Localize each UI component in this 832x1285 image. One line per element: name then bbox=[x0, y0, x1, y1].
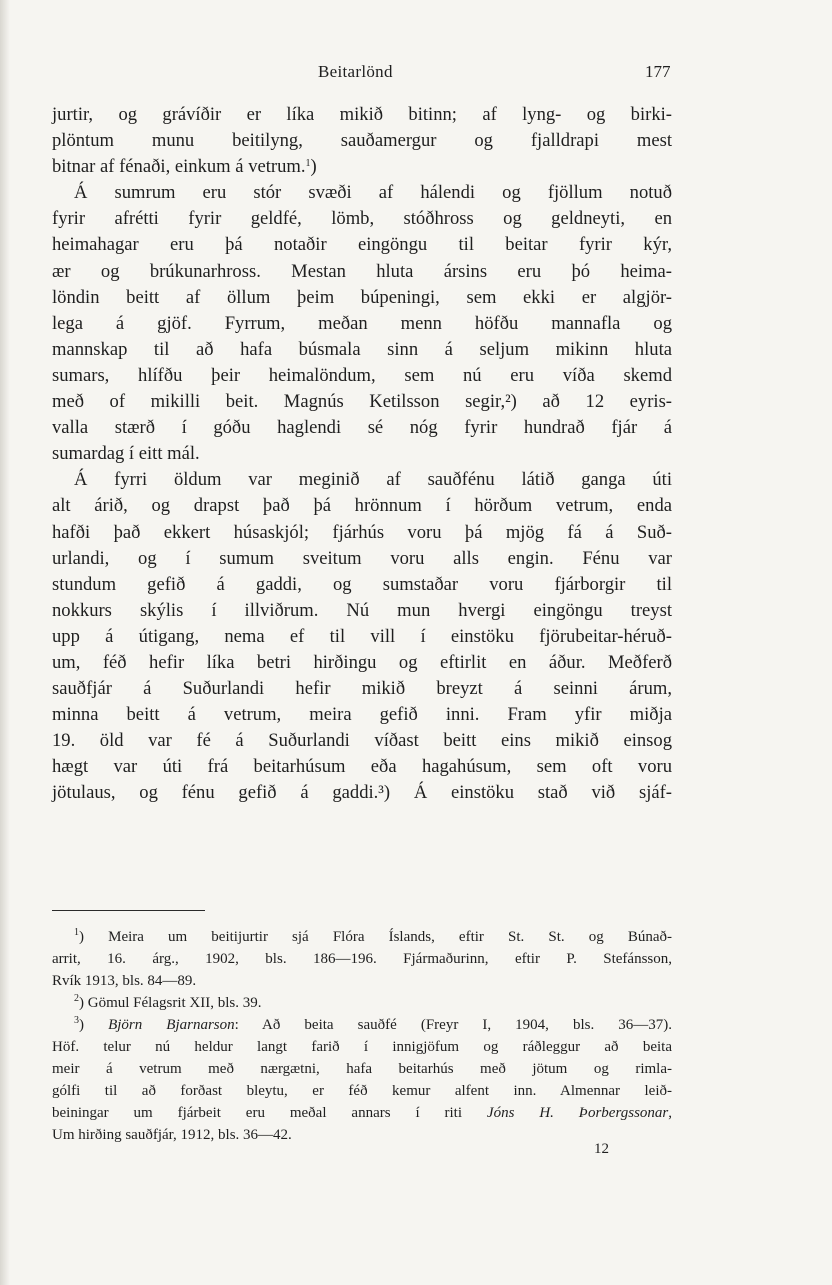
text-line: sumardag í eitt mál. bbox=[52, 443, 200, 465]
text-line-content: bitnar af fénaði, einkum á vetrum. bbox=[52, 156, 306, 178]
footnotes bbox=[52, 926, 672, 1146]
footnote-marker: 3 bbox=[74, 1015, 79, 1026]
footnote-text: Um hirðing sauðfjár, 1912, bls. 36—42. bbox=[52, 1127, 292, 1143]
footnote-1: $^1$) Meira um beitijurtir sjá Flóra Íslands, eftir St. St. og Búnað- bbox=[74, 927, 672, 945]
footnote-cited-author: Jóns H. Þorbergssonar bbox=[486, 1105, 669, 1121]
text-line: mannskap til að hafa búsmala sinn á seljum mikinn hluta bbox=[52, 338, 672, 360]
text-line: sumars, hlífðu þeir heimalöndum, sem nú eru víða skemd bbox=[52, 364, 672, 386]
footnote-text: Höf. telur nú heldur langt farið í innigjöfum og ráðleggur að beita bbox=[52, 1039, 672, 1055]
footnote-text: gólfi til að forðast bleytu, er féð kemur alfent inn. Almennar leið- bbox=[52, 1083, 672, 1099]
footnote-text: beiningar um fjárbeit eru meðal annars í riti bbox=[52, 1105, 487, 1121]
text-line: jurtir, og grávíðir er líka mikið bitinn; af lyng- og birki- bbox=[52, 104, 672, 125]
running-head: Beitarlönd bbox=[318, 62, 393, 81]
footnote-3: $^3$) Björn Bjarnarson: Að beita sauðfé (Freyr I, 1904, bls. 36—37). bbox=[74, 1015, 673, 1033]
text-line: Á fyrri öldum var meginið af sauðfénu látið ganga úti bbox=[74, 469, 672, 491]
text-line: hafði það ekkert húsaskjól; fjárhús voru þá mjög fá á Suð- bbox=[52, 521, 672, 543]
text-line: Á sumrum eru stór svæði af hálendi og fjöllum notuð bbox=[74, 182, 672, 204]
paragraph-2 bbox=[52, 180, 672, 467]
text-line: fyrir afrétti fyrir geldfé, lömb, stóðhross og geldneyti, en bbox=[52, 208, 672, 230]
footnote-line bbox=[52, 1102, 672, 1124]
signature-mark: 12 bbox=[594, 1141, 609, 1157]
text-line: sauðfjár á Suðurlandi hefir mikið breyzt á seinni árum, bbox=[52, 678, 672, 700]
footnote-text: meir á vetrum með nærgætni, hafa beitarhús með jötum og rimla- bbox=[52, 1061, 672, 1077]
text-line: alt árið, og drapst það þá hrönnum í hörðum vetrum, enda bbox=[52, 495, 672, 517]
footnote-text: : Að beita sauðfé (Freyr I, 1904, bls. 36—37). bbox=[234, 1017, 673, 1033]
paragraph-1 bbox=[52, 102, 672, 180]
footnote-rule bbox=[52, 910, 205, 911]
text-line: plöntum munu beitilyng, sauðamergur og fjalldrapi mest bbox=[52, 130, 672, 152]
footnote-author: Björn Bjarnarson bbox=[108, 1017, 235, 1033]
footnote-marker: 2 bbox=[74, 993, 79, 1004]
footnote-2: $^2$) Gömul Félagsrit XII, bls. 39. bbox=[74, 993, 262, 1011]
text-line: hægt var úti frá beitarhúsum eða hagahúsum, sem oft voru bbox=[52, 756, 672, 778]
binding-edge bbox=[0, 0, 10, 1285]
text-line: urlandi, og í sumum sveitum voru alls engin. Fénu var bbox=[52, 547, 672, 569]
footnote-text: arrit, 16. árg., 1902, bls. 186—196. Fjármaðurinn, eftir P. Stefánsson, bbox=[52, 951, 672, 967]
text-line: 19. öld var fé á Suðurlandi víðast beitt eins mikið einsog bbox=[52, 730, 672, 752]
footnote-ref-paren: ) bbox=[310, 156, 317, 178]
text-line: upp á útigang, nema ef til vill í einstöku fjörubeitar-héruð- bbox=[52, 625, 672, 647]
page-number: 177 bbox=[645, 62, 671, 81]
footnote-marker: 1 bbox=[74, 927, 79, 938]
text-line: löndin beitt af öllum þeim búpeningi, sem ekki er algjör- bbox=[52, 286, 672, 308]
body-text bbox=[52, 102, 672, 807]
text-line: heimahagar eru þá notaðir eingöngu til beitar fyrir kýr, bbox=[52, 234, 672, 256]
footnote-text: Meira um beitijurtir sjá Flóra Íslands, eftir St. St. og Búnað- bbox=[108, 929, 672, 945]
text-line bbox=[52, 154, 672, 180]
footnote-ref-1: 1 bbox=[305, 158, 311, 170]
text-line: jötulaus, og fénu gefið á gaddi.³) Á einstöku stað við sjáf- bbox=[52, 782, 672, 804]
text-line: minna beitt á vetrum, meira gefið inni. Fram yfir miðja bbox=[52, 704, 672, 726]
text-line: nokkurs skýlis í illviðrum. Nú mun hvergi eingöngu treyst bbox=[52, 599, 672, 621]
text-line: lega á gjöf. Fyrrum, meðan menn höfðu mannafla og bbox=[52, 312, 672, 334]
paragraph-3 bbox=[52, 467, 672, 806]
text-line: um, féð hefir líka betri hirðingu og eftirlit en áður. Meðferð bbox=[52, 651, 672, 673]
text-line: stundum gefið á gaddi, og sumstaðar voru fjárborgir til bbox=[52, 573, 672, 595]
text-line: með of mikilli beit. Magnús Ketilsson segir,²) að 12 eyris- bbox=[52, 391, 672, 413]
footnote-text: Rvík 1913, bls. 84—89. bbox=[52, 973, 197, 989]
text-line: ær og brúkunarhross. Mestan hluta ársins eru þó heima- bbox=[52, 260, 672, 282]
footnote-text: , bbox=[668, 1105, 672, 1121]
footnote-text: Gömul Félagsrit XII, bls. 39. bbox=[87, 995, 262, 1011]
text-line: valla stærð í góðu haglendi sé nóg fyrir hundrað fjár á bbox=[52, 417, 672, 439]
